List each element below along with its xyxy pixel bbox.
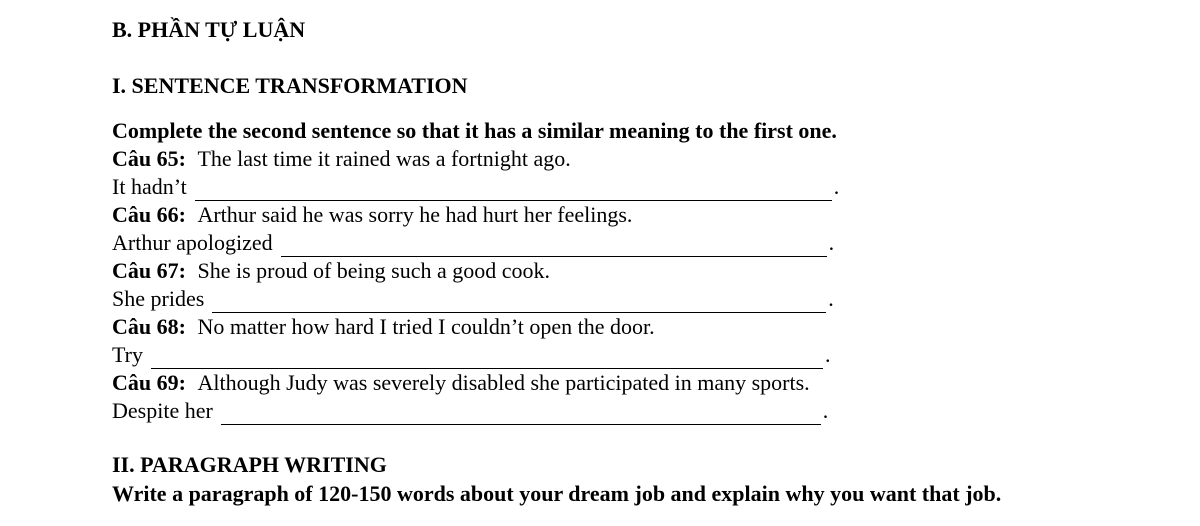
part2-instruction: Write a paragraph of 120-150 words about your dream job and explain why you want that job. <box>112 481 1002 506</box>
question-67 <box>112 257 550 285</box>
question-label: Câu 65: <box>112 146 186 171</box>
answer-start: It hadn’t <box>112 174 187 199</box>
answer-blank[interactable] <box>212 290 826 313</box>
question-sentence: No matter how hard I tried I couldn’t open the door. <box>197 314 655 339</box>
answer-67 <box>112 285 834 313</box>
question-sentence: She is proud of being such a good cook. <box>197 258 551 283</box>
question-sentence: The last time it rained was a fortnight ago. <box>197 146 571 171</box>
answer-start: Arthur apologized <box>112 230 273 255</box>
answer-68 <box>112 341 831 369</box>
question-label: Câu 68: <box>112 314 186 339</box>
question-68 <box>112 313 655 341</box>
answer-start: Try <box>112 342 143 367</box>
question-sentence: Arthur said he was sorry he had hurt her feelings. <box>197 202 633 227</box>
answer-blank[interactable] <box>281 234 827 257</box>
section-title: B. PHẦN TỰ LUẬN <box>112 17 306 42</box>
answer-end: . <box>833 174 840 199</box>
question-label: Câu 67: <box>112 258 186 283</box>
question-label: Câu 69: <box>112 370 186 395</box>
answer-start: Despite her <box>112 398 213 423</box>
answer-end: . <box>822 398 829 423</box>
answer-66 <box>112 229 834 257</box>
question-69 <box>112 369 810 397</box>
answer-end: . <box>828 286 834 311</box>
answer-65 <box>112 173 839 201</box>
part1-instruction: Complete the second sentence so that it has a similar meaning to the first one. <box>112 118 837 143</box>
part2-title: II. PARAGRAPH WRITING <box>112 452 387 477</box>
question-sentence: Although Judy was severely disabled she participated in many sports. <box>197 370 810 395</box>
answer-blank[interactable] <box>151 346 823 369</box>
question-66 <box>112 201 632 229</box>
part1-title: I. SENTENCE TRANSFORMATION <box>112 73 468 98</box>
answer-69 <box>112 397 828 425</box>
question-label: Câu 66: <box>112 202 186 227</box>
answer-blank[interactable] <box>195 178 832 201</box>
answer-blank[interactable] <box>221 402 821 425</box>
question-65 <box>112 145 571 173</box>
answer-start: She prides <box>112 286 205 311</box>
answer-end: . <box>825 342 831 367</box>
answer-end: . <box>828 230 835 255</box>
